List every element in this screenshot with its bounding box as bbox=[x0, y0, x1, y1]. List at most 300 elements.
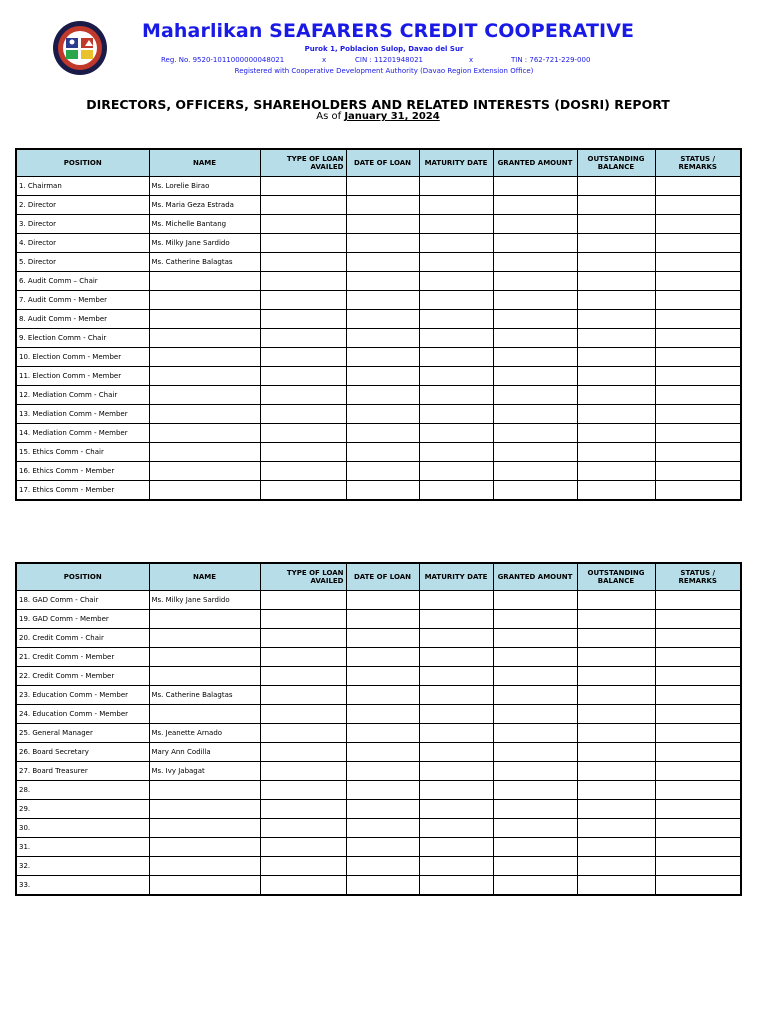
cell-granted-amount bbox=[493, 705, 577, 724]
cell-outstanding-balance bbox=[577, 819, 655, 838]
cell-status-remarks bbox=[655, 838, 741, 857]
cell-date-of-loan bbox=[346, 310, 419, 329]
cell-name bbox=[149, 819, 260, 838]
cell-outstanding-balance bbox=[577, 462, 655, 481]
cell-position: 9. Election Comm - Chair bbox=[16, 329, 149, 348]
cell-outstanding-balance bbox=[577, 424, 655, 443]
org-address: Purok 1, Poblacion Sulop, Davao del Sur bbox=[304, 45, 464, 53]
cell-position: 33. bbox=[16, 876, 149, 896]
cell-outstanding-balance bbox=[577, 610, 655, 629]
cell-type-of-loan bbox=[260, 705, 346, 724]
column-header-date-of-loan: DATE OF LOAN bbox=[346, 563, 419, 591]
cell-granted-amount bbox=[493, 762, 577, 781]
table-row bbox=[16, 686, 741, 705]
cell-maturity-date bbox=[419, 462, 493, 481]
table-row bbox=[16, 781, 741, 800]
cell-type-of-loan bbox=[260, 686, 346, 705]
cell-status-remarks bbox=[655, 386, 741, 405]
cell-position: 25. General Manager bbox=[16, 724, 149, 743]
cell-status-remarks bbox=[655, 781, 741, 800]
cell-status-remarks bbox=[655, 610, 741, 629]
cell-date-of-loan bbox=[346, 743, 419, 762]
cin-number: CIN : 11201948021 bbox=[355, 56, 423, 64]
cell-type-of-loan bbox=[260, 762, 346, 781]
cell-date-of-loan bbox=[346, 481, 419, 501]
cell-name: Ms. Ivy Jabagat bbox=[149, 762, 260, 781]
cell-date-of-loan bbox=[346, 443, 419, 462]
cell-status-remarks bbox=[655, 667, 741, 686]
cell-position: 30. bbox=[16, 819, 149, 838]
cell-maturity-date bbox=[419, 443, 493, 462]
table-row bbox=[16, 329, 741, 348]
cell-position: 6. Audit Comm – Chair bbox=[16, 272, 149, 291]
cell-name: Ms. Milky Jane Sardido bbox=[149, 591, 260, 610]
cell-maturity-date bbox=[419, 648, 493, 667]
cell-granted-amount bbox=[493, 405, 577, 424]
cell-outstanding-balance bbox=[577, 177, 655, 196]
cell-status-remarks bbox=[655, 629, 741, 648]
cell-name: Ms. Michelle Bantang bbox=[149, 215, 260, 234]
cell-status-remarks bbox=[655, 253, 741, 272]
cell-status-remarks bbox=[655, 762, 741, 781]
cell-maturity-date bbox=[419, 838, 493, 857]
cell-granted-amount bbox=[493, 386, 577, 405]
cell-type-of-loan bbox=[260, 329, 346, 348]
cell-date-of-loan bbox=[346, 876, 419, 896]
cell-granted-amount bbox=[493, 310, 577, 329]
cell-type-of-loan bbox=[260, 462, 346, 481]
table-row bbox=[16, 386, 741, 405]
cell-status-remarks bbox=[655, 481, 741, 501]
table-row bbox=[16, 591, 741, 610]
dosri-table-2 bbox=[15, 562, 742, 896]
cell-outstanding-balance bbox=[577, 876, 655, 896]
cell-maturity-date bbox=[419, 610, 493, 629]
as-of-date: January 31, 2024 bbox=[344, 111, 440, 122]
cell-granted-amount bbox=[493, 838, 577, 857]
column-header-maturity-date: MATURITY DATE bbox=[419, 149, 493, 177]
cell-granted-amount bbox=[493, 481, 577, 501]
cell-type-of-loan bbox=[260, 215, 346, 234]
cell-type-of-loan bbox=[260, 876, 346, 896]
cell-maturity-date bbox=[419, 667, 493, 686]
cell-type-of-loan bbox=[260, 800, 346, 819]
cell-name bbox=[149, 481, 260, 501]
cell-type-of-loan bbox=[260, 857, 346, 876]
cell-status-remarks bbox=[655, 800, 741, 819]
cell-name bbox=[149, 291, 260, 310]
cell-name bbox=[149, 329, 260, 348]
cell-name: Ms. Lorelie Birao bbox=[149, 177, 260, 196]
table-row bbox=[16, 462, 741, 481]
cell-date-of-loan bbox=[346, 196, 419, 215]
cell-status-remarks bbox=[655, 272, 741, 291]
cell-type-of-loan bbox=[260, 272, 346, 291]
cell-maturity-date bbox=[419, 857, 493, 876]
table-row bbox=[16, 667, 741, 686]
cell-type-of-loan bbox=[260, 253, 346, 272]
column-header-type-of-loan: TYPE OF LOAN AVAILED bbox=[260, 563, 346, 591]
cell-outstanding-balance bbox=[577, 781, 655, 800]
cell-granted-amount bbox=[493, 443, 577, 462]
cell-name bbox=[149, 705, 260, 724]
cell-name bbox=[149, 405, 260, 424]
column-header-outstanding-balance: OUTSTANDING BALANCE bbox=[577, 563, 655, 591]
cell-maturity-date bbox=[419, 762, 493, 781]
cell-maturity-date bbox=[419, 686, 493, 705]
cell-name bbox=[149, 648, 260, 667]
cell-name: Ms. Maria Geza Estrada bbox=[149, 196, 260, 215]
column-header-name: NAME bbox=[149, 149, 260, 177]
cell-date-of-loan bbox=[346, 329, 419, 348]
cell-outstanding-balance bbox=[577, 310, 655, 329]
cell-granted-amount bbox=[493, 857, 577, 876]
cell-type-of-loan bbox=[260, 610, 346, 629]
cell-name bbox=[149, 424, 260, 443]
table-row bbox=[16, 196, 741, 215]
table-row bbox=[16, 291, 741, 310]
column-header-granted-amount: GRANTED AMOUNT bbox=[493, 149, 577, 177]
table-row bbox=[16, 272, 741, 291]
cell-type-of-loan bbox=[260, 424, 346, 443]
column-header-status-remarks: STATUS / REMARKS bbox=[655, 563, 741, 591]
column-header-date-of-loan: DATE OF LOAN bbox=[346, 149, 419, 177]
cell-outstanding-balance bbox=[577, 329, 655, 348]
table-row bbox=[16, 367, 741, 386]
cell-outstanding-balance bbox=[577, 743, 655, 762]
cell-outstanding-balance bbox=[577, 800, 655, 819]
cell-name bbox=[149, 857, 260, 876]
cell-status-remarks bbox=[655, 648, 741, 667]
cell-position: 4. Director bbox=[16, 234, 149, 253]
cell-date-of-loan bbox=[346, 667, 419, 686]
cell-status-remarks bbox=[655, 591, 741, 610]
cell-granted-amount bbox=[493, 610, 577, 629]
cell-position: 2. Director bbox=[16, 196, 149, 215]
cell-date-of-loan bbox=[346, 291, 419, 310]
column-header-type-of-loan: TYPE OF LOAN AVAILED bbox=[260, 149, 346, 177]
cell-status-remarks bbox=[655, 743, 741, 762]
column-header-outstanding-balance: OUTSTANDING BALANCE bbox=[577, 149, 655, 177]
as-of-line bbox=[0, 111, 756, 122]
cell-granted-amount bbox=[493, 629, 577, 648]
table-row bbox=[16, 800, 741, 819]
cell-status-remarks bbox=[655, 310, 741, 329]
cell-outstanding-balance bbox=[577, 667, 655, 686]
cell-position: 11. Election Comm - Member bbox=[16, 367, 149, 386]
cell-outstanding-balance bbox=[577, 762, 655, 781]
cell-maturity-date bbox=[419, 367, 493, 386]
cell-position: 1. Chairman bbox=[16, 177, 149, 196]
cell-name bbox=[149, 348, 260, 367]
cell-outstanding-balance bbox=[577, 443, 655, 462]
cell-maturity-date bbox=[419, 724, 493, 743]
cell-date-of-loan bbox=[346, 367, 419, 386]
cell-name bbox=[149, 876, 260, 896]
cell-name bbox=[149, 386, 260, 405]
cell-granted-amount bbox=[493, 686, 577, 705]
cell-position: 31. bbox=[16, 838, 149, 857]
cell-status-remarks bbox=[655, 405, 741, 424]
cell-maturity-date bbox=[419, 348, 493, 367]
cell-position: 17. Ethics Comm - Member bbox=[16, 481, 149, 501]
cell-position: 21. Credit Comm - Member bbox=[16, 648, 149, 667]
table-row bbox=[16, 610, 741, 629]
cell-maturity-date bbox=[419, 705, 493, 724]
cell-type-of-loan bbox=[260, 196, 346, 215]
cell-name bbox=[149, 629, 260, 648]
cell-granted-amount bbox=[493, 743, 577, 762]
cell-maturity-date bbox=[419, 177, 493, 196]
cell-maturity-date bbox=[419, 781, 493, 800]
cell-maturity-date bbox=[419, 819, 493, 838]
cell-position: 24. Education Comm - Member bbox=[16, 705, 149, 724]
cell-granted-amount bbox=[493, 800, 577, 819]
cell-position: 3. Director bbox=[16, 215, 149, 234]
cell-granted-amount bbox=[493, 291, 577, 310]
cell-type-of-loan bbox=[260, 405, 346, 424]
cell-outstanding-balance bbox=[577, 481, 655, 501]
cell-position: 8. Audit Comm - Member bbox=[16, 310, 149, 329]
cell-position: 28. bbox=[16, 781, 149, 800]
table-row bbox=[16, 857, 741, 876]
cell-name bbox=[149, 781, 260, 800]
column-header-position: POSITION bbox=[16, 563, 149, 591]
cell-outstanding-balance bbox=[577, 234, 655, 253]
cell-maturity-date bbox=[419, 876, 493, 896]
cell-position: 15. Ethics Comm - Chair bbox=[16, 443, 149, 462]
cell-granted-amount bbox=[493, 234, 577, 253]
cell-maturity-date bbox=[419, 591, 493, 610]
cell-date-of-loan bbox=[346, 462, 419, 481]
cell-type-of-loan bbox=[260, 291, 346, 310]
cell-outstanding-balance bbox=[577, 705, 655, 724]
cell-date-of-loan bbox=[346, 781, 419, 800]
cell-date-of-loan bbox=[346, 724, 419, 743]
table-row bbox=[16, 629, 741, 648]
cell-date-of-loan bbox=[346, 838, 419, 857]
cell-maturity-date bbox=[419, 800, 493, 819]
cell-status-remarks bbox=[655, 234, 741, 253]
cell-date-of-loan bbox=[346, 686, 419, 705]
cell-type-of-loan bbox=[260, 348, 346, 367]
table-row bbox=[16, 724, 741, 743]
table-row bbox=[16, 310, 741, 329]
cell-position: 20. Credit Comm - Chair bbox=[16, 629, 149, 648]
cell-position: 13. Mediation Comm - Member bbox=[16, 405, 149, 424]
cell-date-of-loan bbox=[346, 819, 419, 838]
cell-date-of-loan bbox=[346, 405, 419, 424]
cell-maturity-date bbox=[419, 234, 493, 253]
cell-outstanding-balance bbox=[577, 591, 655, 610]
cell-type-of-loan bbox=[260, 443, 346, 462]
cell-name bbox=[149, 838, 260, 857]
cell-outstanding-balance bbox=[577, 272, 655, 291]
cell-status-remarks bbox=[655, 686, 741, 705]
cell-granted-amount bbox=[493, 272, 577, 291]
separator: x bbox=[322, 56, 327, 64]
cell-name bbox=[149, 367, 260, 386]
cell-status-remarks bbox=[655, 196, 741, 215]
table-row bbox=[16, 405, 741, 424]
cell-outstanding-balance bbox=[577, 857, 655, 876]
cell-type-of-loan bbox=[260, 367, 346, 386]
cell-granted-amount bbox=[493, 724, 577, 743]
cell-type-of-loan bbox=[260, 781, 346, 800]
cell-date-of-loan bbox=[346, 234, 419, 253]
cell-position: 22. Credit Comm - Member bbox=[16, 667, 149, 686]
cell-maturity-date bbox=[419, 481, 493, 501]
cell-date-of-loan bbox=[346, 253, 419, 272]
cell-status-remarks bbox=[655, 367, 741, 386]
table-row bbox=[16, 177, 741, 196]
cell-granted-amount bbox=[493, 196, 577, 215]
cell-status-remarks bbox=[655, 329, 741, 348]
cell-date-of-loan bbox=[346, 215, 419, 234]
cell-outstanding-balance bbox=[577, 405, 655, 424]
cell-granted-amount bbox=[493, 591, 577, 610]
cell-type-of-loan bbox=[260, 177, 346, 196]
cell-date-of-loan bbox=[346, 272, 419, 291]
cell-position: 18. GAD Comm - Chair bbox=[16, 591, 149, 610]
cell-maturity-date bbox=[419, 329, 493, 348]
cell-position: 14. Mediation Comm - Member bbox=[16, 424, 149, 443]
table-row bbox=[16, 443, 741, 462]
table-row bbox=[16, 215, 741, 234]
cell-date-of-loan bbox=[346, 762, 419, 781]
cell-type-of-loan bbox=[260, 310, 346, 329]
cell-date-of-loan bbox=[346, 610, 419, 629]
cell-outstanding-balance bbox=[577, 629, 655, 648]
cell-maturity-date bbox=[419, 215, 493, 234]
cell-maturity-date bbox=[419, 743, 493, 762]
cell-date-of-loan bbox=[346, 648, 419, 667]
cell-status-remarks bbox=[655, 443, 741, 462]
cell-position: 29. bbox=[16, 800, 149, 819]
cell-position: 10. Election Comm - Member bbox=[16, 348, 149, 367]
separator: x bbox=[469, 56, 474, 64]
cell-type-of-loan bbox=[260, 838, 346, 857]
cell-outstanding-balance bbox=[577, 686, 655, 705]
org-name: Maharlikan SEAFARERS CREDIT COOPERATIVE bbox=[142, 20, 635, 42]
cell-name bbox=[149, 310, 260, 329]
cell-position: 12. Mediation Comm - Chair bbox=[16, 386, 149, 405]
cell-status-remarks bbox=[655, 424, 741, 443]
tin-number: TIN : 762-721-229-000 bbox=[511, 56, 591, 64]
cell-maturity-date bbox=[419, 424, 493, 443]
cell-granted-amount bbox=[493, 424, 577, 443]
cell-type-of-loan bbox=[260, 629, 346, 648]
cell-outstanding-balance bbox=[577, 648, 655, 667]
cell-status-remarks bbox=[655, 291, 741, 310]
report-title: DIRECTORS, OFFICERS, SHAREHOLDERS AND RELATED INTERESTS (DOSRI) REPORT bbox=[86, 97, 670, 112]
cell-position: 27. Board Treasurer bbox=[16, 762, 149, 781]
cell-granted-amount bbox=[493, 876, 577, 896]
cell-granted-amount bbox=[493, 329, 577, 348]
cell-name: Ms. Catherine Balagtas bbox=[149, 686, 260, 705]
cell-date-of-loan bbox=[346, 857, 419, 876]
cell-position: 32. bbox=[16, 857, 149, 876]
table-row bbox=[16, 424, 741, 443]
column-header-status-remarks: STATUS / REMARKS bbox=[655, 149, 741, 177]
cell-date-of-loan bbox=[346, 177, 419, 196]
cell-position: 19. GAD Comm - Member bbox=[16, 610, 149, 629]
table-row bbox=[16, 838, 741, 857]
cell-status-remarks bbox=[655, 462, 741, 481]
reg-number: Reg. No. 9520-1011000000048021 bbox=[161, 56, 285, 64]
cell-status-remarks bbox=[655, 177, 741, 196]
cell-outstanding-balance bbox=[577, 348, 655, 367]
header-row bbox=[16, 563, 741, 591]
cell-outstanding-balance bbox=[577, 215, 655, 234]
cell-granted-amount bbox=[493, 781, 577, 800]
cell-status-remarks bbox=[655, 857, 741, 876]
dosri-table-1 bbox=[15, 148, 742, 501]
cell-type-of-loan bbox=[260, 481, 346, 501]
table-row bbox=[16, 234, 741, 253]
cell-date-of-loan bbox=[346, 800, 419, 819]
cell-type-of-loan bbox=[260, 667, 346, 686]
cell-outstanding-balance bbox=[577, 367, 655, 386]
cell-position: 23. Education Comm - Member bbox=[16, 686, 149, 705]
cell-type-of-loan bbox=[260, 386, 346, 405]
cell-name: Ms. Catherine Balagtas bbox=[149, 253, 260, 272]
cell-name bbox=[149, 443, 260, 462]
cell-date-of-loan bbox=[346, 629, 419, 648]
cell-outstanding-balance bbox=[577, 291, 655, 310]
cell-maturity-date bbox=[419, 272, 493, 291]
cell-name: Ms. Milky Jane Sardido bbox=[149, 234, 260, 253]
cell-position: 7. Audit Comm - Member bbox=[16, 291, 149, 310]
cell-position: 5. Director bbox=[16, 253, 149, 272]
cell-type-of-loan bbox=[260, 234, 346, 253]
header-row bbox=[16, 149, 741, 177]
cell-granted-amount bbox=[493, 648, 577, 667]
cell-maturity-date bbox=[419, 291, 493, 310]
cell-granted-amount bbox=[493, 367, 577, 386]
table-row bbox=[16, 648, 741, 667]
table-row bbox=[16, 819, 741, 838]
cell-name: Ms. Jeanette Arnado bbox=[149, 724, 260, 743]
cell-outstanding-balance bbox=[577, 253, 655, 272]
cell-date-of-loan bbox=[346, 424, 419, 443]
cell-status-remarks bbox=[655, 348, 741, 367]
cell-name bbox=[149, 800, 260, 819]
column-header-name: NAME bbox=[149, 563, 260, 591]
table-row bbox=[16, 876, 741, 896]
cell-status-remarks bbox=[655, 724, 741, 743]
table-row bbox=[16, 253, 741, 272]
cell-granted-amount bbox=[493, 177, 577, 196]
cell-status-remarks bbox=[655, 876, 741, 896]
as-of-label: As of bbox=[316, 111, 342, 122]
cell-granted-amount bbox=[493, 215, 577, 234]
cell-maturity-date bbox=[419, 310, 493, 329]
cell-type-of-loan bbox=[260, 591, 346, 610]
cell-date-of-loan bbox=[346, 705, 419, 724]
cell-date-of-loan bbox=[346, 386, 419, 405]
cda-registration: Registered with Cooperative Development Authority (Davao Region Extension Office) bbox=[234, 67, 534, 75]
cell-outstanding-balance bbox=[577, 196, 655, 215]
cell-outstanding-balance bbox=[577, 724, 655, 743]
cell-outstanding-balance bbox=[577, 838, 655, 857]
cell-type-of-loan bbox=[260, 743, 346, 762]
column-header-granted-amount: GRANTED AMOUNT bbox=[493, 563, 577, 591]
cell-granted-amount bbox=[493, 462, 577, 481]
table-row bbox=[16, 481, 741, 501]
cell-name bbox=[149, 667, 260, 686]
cell-type-of-loan bbox=[260, 648, 346, 667]
